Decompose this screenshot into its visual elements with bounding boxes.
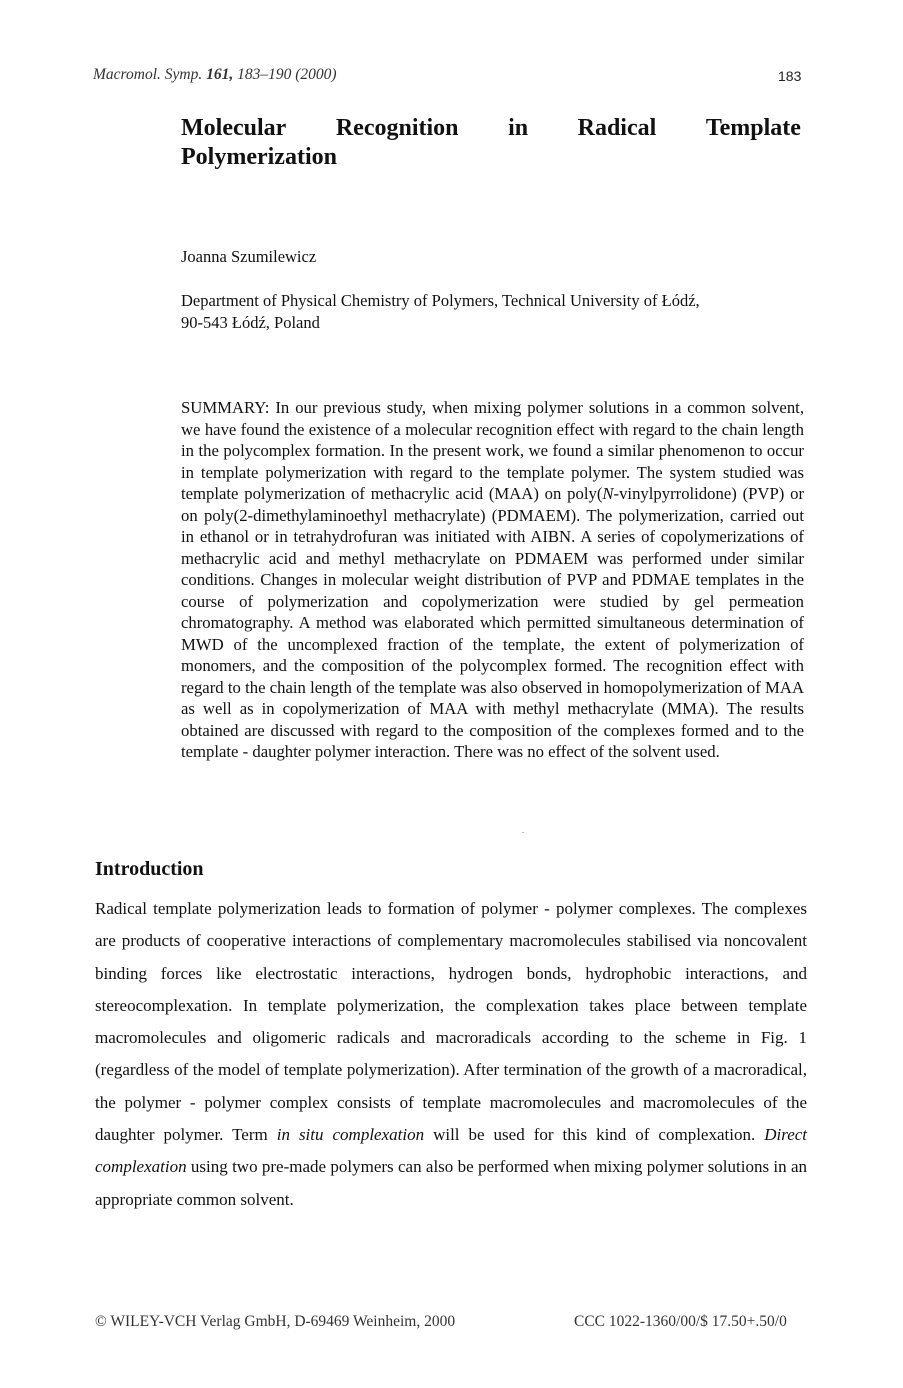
summary-text-2: -vinylpyrrolidone) (PVP) or on poly(2-dimethylaminoethyl methacrylate) (PDMAEM). The polymerization, carried out in ethanol or in tetrahydrofuran was initiated with AIBN. A series of copolymerizations of methacrylic acid and methyl methacrylate on PDMAEM was performed under similar conditions. Changes in molecular weight distribution of PVP and PDMAE templates in the course of polymerization and copolymerization were studied by gel permeation chromatography. A method was elaborated which permitted simultaneous determination of MWD of the uncomplexed fraction of the template, the extent of polymerization of monomers, and the composition of the polycomplex formed. The recognition effect with regard to the chain length of the template was also observed in homopolymerization of MAA as well as in copolymerization of MAA with methyl methacrylate (MMA). The results obtained are discussed with regard to the composition of the complexes formed and to the template - daughter polymer interaction. There was no effect of the solvent used. [181,484,804,761]
summary-text-1: SUMMARY: In our previous study, when mixing polymer solutions in a common solvent, we have found the existence of a molecular recognition effect with regard to the chain length in the polycomplex formation. In the present work, we found a similar phenomenon to occur in template polymerization with regard to the template polymer. The system studied was template polymerization of methacrylic acid (MAA) on poly( [181,398,804,503]
intro-text-3: using two pre-made polymers can also be performed when mixing polymer solutions in an appropriate common solvent. [95,1157,807,1209]
title-word: Molecular [181,115,287,141]
summary-abstract [181,397,804,763]
affiliation [181,290,801,334]
title-line-1 [181,114,801,143]
title-word: Template [705,115,801,141]
introduction-paragraph [95,893,807,1216]
title-word: Recognition [335,115,459,141]
intro-italic-2: Direct complexation [95,1125,808,1177]
journal-citation [93,66,337,84]
intro-text-1: Radical template polymerization leads to formation of polymer - polymer complexes. The complexes are products of cooperative interactions of complementary macromolecules stabilised via noncovalent binding forces like electrostatic interactions, hydrogen bonds, hydrophobic interactions, and stereocomplexation. In template polymerization, the complexation takes place between template macromolecules and oligomeric radicals and macroradicals according to the scheme in Fig. 1 (regardless of the model of template polymerization). After termination of the growth of a macroradical, the polymer - polymer complex consists of template macromolecules and macromolecules of the daughter polymer. Term [95,899,807,1145]
summary-italic-n: N [602,484,614,503]
affiliation-line-2: 90-543 Łódź, Poland [181,313,320,332]
journal-prefix: Macromol. Symp. [93,66,207,83]
title-word: Radical [577,115,657,141]
title-word: in [508,115,529,141]
footer-copyright: © WILEY-VCH Verlag GmbH, D-69469 Weinheim, 2000 [95,1313,456,1330]
title-line-2: Polymerization [181,144,337,170]
intro-text-2: will be used for this kind of complexation. [424,1125,765,1145]
page-number: 183 [778,68,802,84]
affiliation-line-1: Department of Physical Chemistry of Polymers, Technical University of Łódź, [181,291,700,310]
journal-suffix: 183–190 (2000) [233,66,337,83]
scan-speck [522,832,524,833]
paper-title [181,114,801,172]
section-heading-introduction: Introduction [95,858,204,880]
author-name: Joanna Szumilewicz [181,247,317,266]
journal-volume: 161, [206,66,234,83]
intro-italic-1: in situ complexation [276,1125,425,1145]
footer-ccc-code: CCC 1022-1360/00/$ 17.50+.50/0 [574,1313,787,1330]
